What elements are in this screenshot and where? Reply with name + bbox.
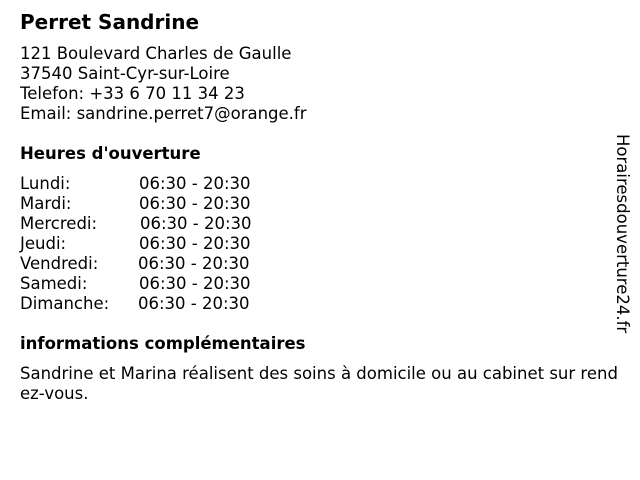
day-label: Lundi: [20,174,71,193]
info-description: Sandrine et Marina réalisent des soins à domicile ou au cabinet sur rendez-vous. [20,364,618,403]
site-watermark [612,134,632,346]
day-label: Samedi: [20,274,88,293]
day-label: Vendredi: [20,254,99,273]
hours-heading: Heures d'ouverture [20,144,201,163]
street-address: 121 Boulevard Charles de Gaulle [20,44,292,63]
email-address: Email: sandrine.perret7@orange.fr [20,104,307,123]
day-label: Mardi: [20,194,72,213]
business-name: Perret Sandrine [20,10,200,34]
day-label: Jeudi: [20,234,67,253]
time-range: 06:30 - 20:30 [140,214,252,233]
time-range: 06:30 - 20:30 [139,274,251,293]
info-heading: informations complémentaires [20,334,306,353]
time-range: 06:30 - 20:30 [138,294,250,313]
time-range: 06:30 - 20:30 [139,234,251,253]
time-range: 06:30 - 20:30 [139,174,251,193]
city-address: 37540 Saint-Cyr-sur-Loire [20,64,230,83]
day-label: Mercredi: [20,214,98,233]
time-range: 06:30 - 20:30 [138,254,250,273]
phone-number: Telefon: +33 6 70 11 34 23 [20,84,245,103]
watermark-text: Horairesdouverture24.fr [613,134,632,334]
time-range: 06:30 - 20:30 [139,194,251,213]
day-label: Dimanche: [20,294,110,313]
contact-block [20,44,307,124]
